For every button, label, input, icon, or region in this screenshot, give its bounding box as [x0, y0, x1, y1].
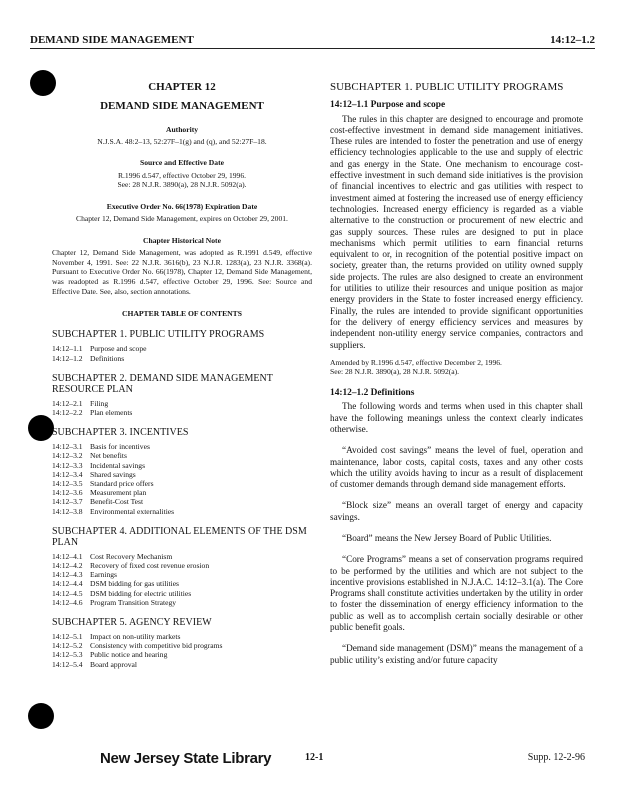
page-number: 12-1 [305, 752, 324, 763]
amendment-note-2: See: 28 N.J.R. 3890(a), 28 N.J.R. 5092(a). [330, 367, 460, 377]
subchapter-heading: SUBCHAPTER 1. PUBLIC UTILITY PROGRAMS [330, 81, 564, 93]
toc-entry: 14:12–4.1 Cost Recovery Mechanism [52, 551, 173, 561]
right-column [330, 82, 583, 666]
toc-subchapter-1 [52, 329, 312, 362]
section-heading-purpose: 14:12–1.1 Purpose and scope [330, 100, 446, 111]
definition-block-size: “Block size” means an overall target of energy and capacity savings. [330, 500, 583, 522]
library-stamp: New Jersey State Library [100, 750, 272, 767]
header-title: DEMAND SIDE MANAGEMENT [30, 34, 194, 46]
punch-hole-middle [28, 415, 54, 441]
exec-order-heading: Executive Order No. 66(1978) Expiration Date [106, 201, 258, 211]
toc-entry: 14:12–3.2 Net benefits [52, 451, 127, 461]
toc-subchapter-title: SUBCHAPTER 4. ADDITIONAL ELEMENTS OF THE DSM PLAN [52, 525, 307, 548]
punch-hole-bottom [28, 703, 54, 729]
toc-entry: 14:12–3.8 Environmental externalities [52, 506, 175, 516]
source-heading: Source and Effective Date [139, 158, 224, 168]
toc-entry: 14:12–2.1 Filing [52, 398, 109, 408]
authority-text: N.J.S.A. 48:2–13, 52:27F–1(g) and (q), and 52:27F–18. [97, 136, 267, 146]
toc-entry: 14:12–2.2 Plan elements [52, 408, 133, 418]
definitions-intro: The following words and terms when used in this chapter shall have the following meanings unless the context clearly indicates otherwise. [330, 401, 583, 434]
exec-order-text: Chapter 12, Demand Side Management, expires on October 29, 2001. [76, 214, 288, 224]
toc-entry: 14:12–5.3 Public notice and hearing [52, 650, 168, 660]
left-column [52, 82, 312, 669]
toc-subchapter-3 [52, 427, 312, 516]
toc-entry: 14:12–4.4 DSM bidding for gas utilities [52, 579, 180, 589]
toc-entry: 14:12–5.2 Consistency with competitive bid programs [52, 641, 223, 651]
toc-entry: 14:12–3.4 Shared savings [52, 469, 136, 479]
chapter-title: DEMAND SIDE MANAGEMENT [100, 100, 264, 113]
toc-subchapter-4 [52, 526, 312, 607]
definition-dsm: “Demand side management (DSM)” means the management of a public utility’s existing and/or future capacity [330, 643, 583, 665]
toc-entry: 14:12–3.1 Basis for incentives [52, 442, 150, 452]
toc-heading: CHAPTER TABLE OF CONTENTS [122, 309, 242, 319]
supplement-date: Supp. 12-2-96 [527, 752, 585, 763]
history-heading: Chapter Historical Note [143, 235, 221, 245]
toc-subchapter-title: SUBCHAPTER 2. DEMAND SIDE MANAGEMENT RESOURCE PLAN [52, 372, 273, 395]
toc-entry: 14:12–1.2 Definitions [52, 353, 125, 363]
section-heading-definitions: 14:12–1.2 Definitions [330, 388, 415, 399]
amendment-note-1: Amended by R.1996 d.547, effective December 2, 1996. [330, 357, 502, 367]
definition-avoided-cost: “Avoided cost savings” means the level of fuel, operation and maintenance, labor costs, capital costs, taxes and any other costs which the utility avoids having to incur as a result of displacement of customer demands through demand side management efforts. [330, 445, 583, 490]
running-header [30, 34, 595, 49]
history-text: Chapter 12, Demand Side Management, was adopted as R.1991 d.549, effective November 4, 1991. See: 22 N.J.R. 3616(b), 23 N.J.R. 1283(a), 23 N.J.R. 3368(a). Pursuant to Executive Order No. 66(1978), Chapter 12, Demand Side Management, was readopted as R.1996 d.547, effective October 29, 1996. See: Source and Effective Date. See, also, section annotations. [52, 248, 312, 296]
toc-subchapter-2 [52, 373, 312, 417]
toc-entry: 14:12–1.1 Purpose and scope [52, 344, 147, 354]
source-line-2: See: 28 N.J.R. 3890(a), 28 N.J.R. 5092(a). [117, 180, 247, 190]
toc-entry: 14:12–4.3 Earnings [52, 570, 117, 580]
authority-heading: Authority [165, 124, 199, 134]
toc-subchapter-title: SUBCHAPTER 5. AGENCY REVIEW [52, 617, 212, 629]
toc-subchapter-5 [52, 617, 312, 669]
toc-entry: 14:12–4.5 DSM bidding for electric utilities [52, 588, 192, 598]
toc-entry: 14:12–4.2 Recovery of fixed cost revenue erosion [52, 561, 210, 571]
toc-entry: 14:12–3.7 Benefit-Cost Test [52, 497, 144, 507]
toc-entry: 14:12–5.4 Board approval [52, 659, 138, 669]
toc-entry: 14:12–3.5 Standard price offers [52, 479, 154, 489]
purpose-paragraph: The rules in this chapter are designed to encourage and promote cost-effective investment in demand side management initiatives. These rules are intended to foster the penetration and use of energy efficiency technologies applicable to the use and supply of electric and gas energy in the State. One mechanism to encourage cost-effective investment in such demand side initiatives is the provision of financial incentives to electric and gas utilities with respect to investment aimed at fostering the increased use of energy efficiency technologies. Increased energy efficiency is regarded as a viable alternative to the construction or procurement of new electric and gas supply sources. These rules are designed to put in place mechanisms which permit utilities to earn financial returns equivalent to or, in recognition of the potential positive impact on society, greater than, the returns provided on utility owned supply side projects. The rules are also designed to create an environment for utilities to utilize their resources and unique position as major energy providers in the State to foster increased energy efficiency. Finally, the rules are intended to provide significant opportunities for the delivery of energy efficiency services and measures by independent non-utility energy service companies, contractors and suppliers. [330, 113, 583, 350]
source-line-1: R.1996 d.547, effective October 29, 1996. [117, 170, 247, 180]
toc-subchapter-title: SUBCHAPTER 3. INCENTIVES [52, 427, 189, 439]
chapter-number: CHAPTER 12 [148, 81, 216, 93]
definition-core-programs: “Core Programs” means a set of conservation programs required to be performed by the utilities and which are not subject to the incentive provisions established in N.J.A.C. 14:12–3.1(a). The Core Programs shall constitute activities undertaken by the utility in order to foster the dissemination of energy efficiency information to the public as well as to accomplish certain socially desirable or other public benefit goals. [330, 554, 583, 633]
definition-board: “Board” means the New Jersey Board of Public Utilities. [342, 532, 552, 543]
toc-entry: 14:12–3.6 Measurement plan [52, 488, 147, 498]
toc-subchapter-title: SUBCHAPTER 1. PUBLIC UTILITY PROGRAMS [52, 329, 265, 341]
toc-entry: 14:12–4.6 Program Transition Strategy [52, 597, 177, 607]
toc-entry: 14:12–5.1 Impact on non-utility markets [52, 632, 181, 642]
header-section-number: 14:12–1.2 [550, 34, 595, 46]
toc-entry: 14:12–3.3 Incidental savings [52, 460, 146, 470]
